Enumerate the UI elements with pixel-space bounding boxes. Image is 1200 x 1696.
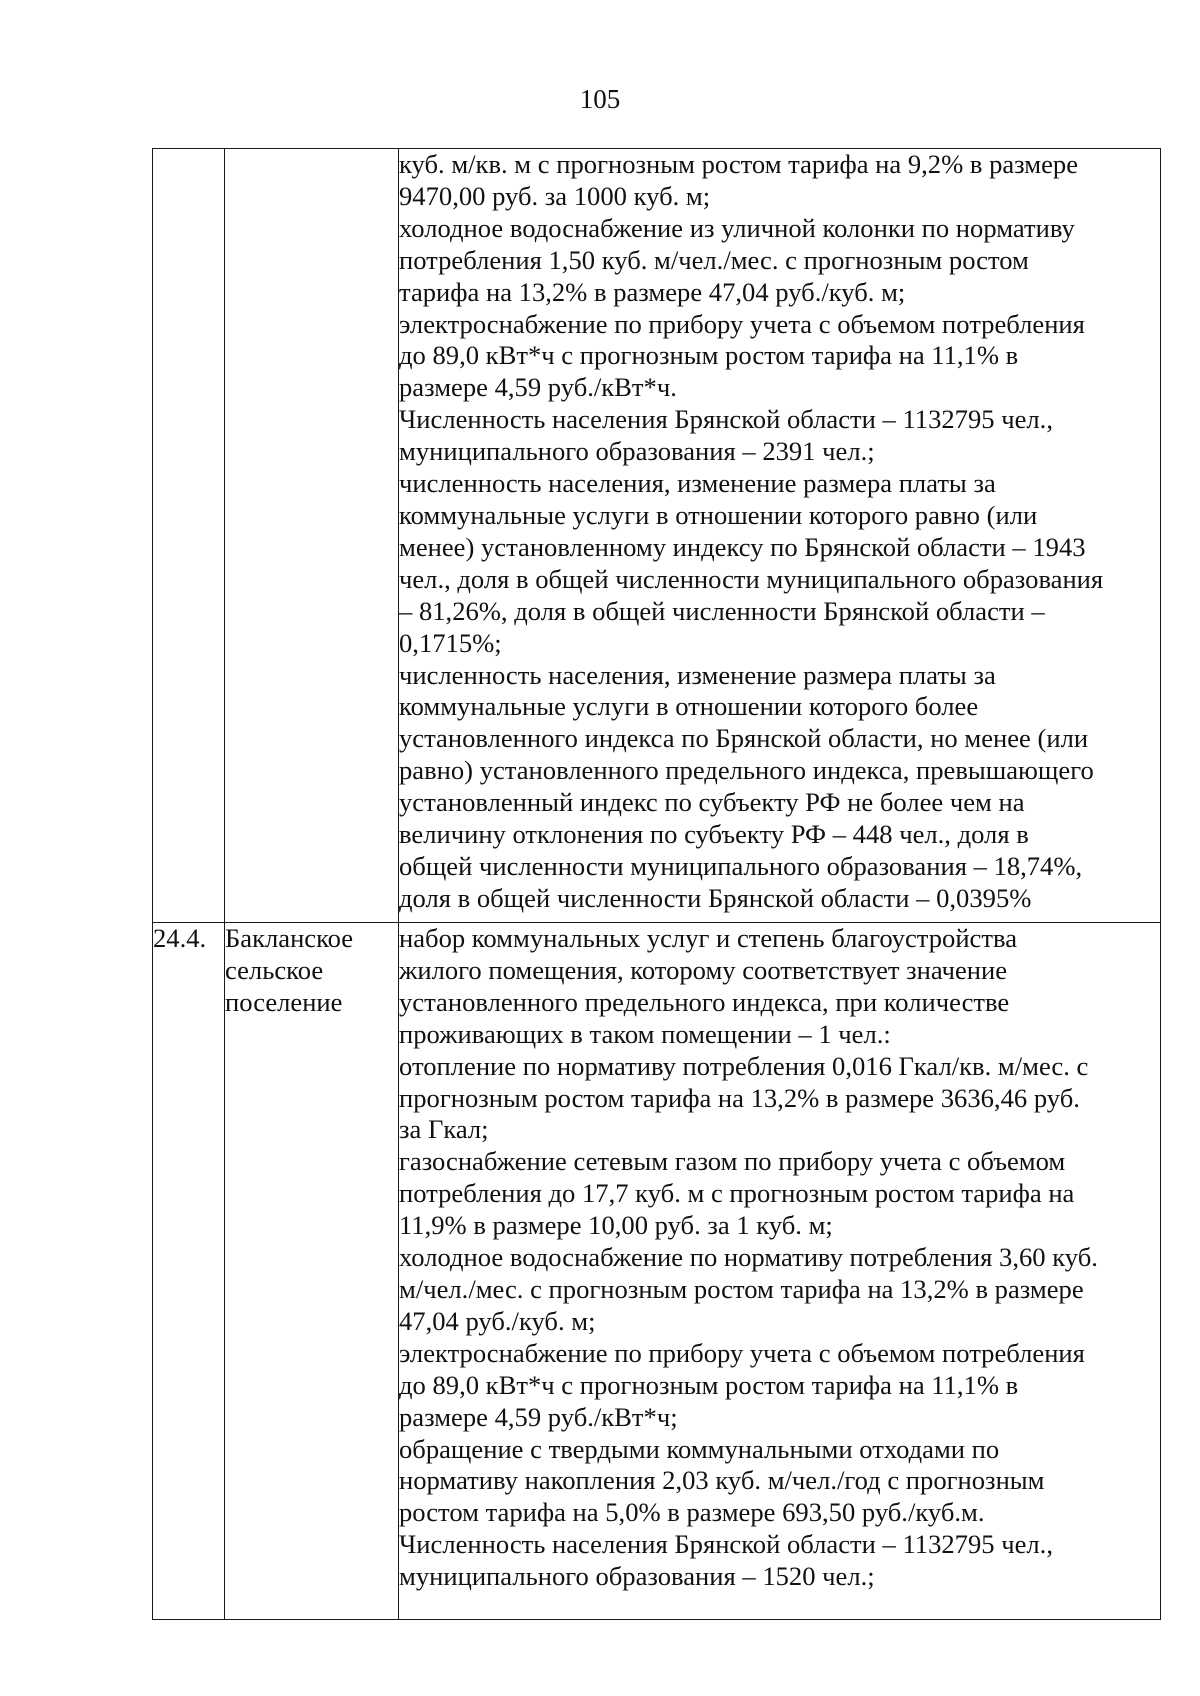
text-line: до 89,0 кВт*ч с прогнозным ростом тарифа на 11,1% в xyxy=(399,1369,1019,1400)
description-cell xyxy=(399,149,1161,923)
text-line: Численность населения Брянской области – 1132795 чел., xyxy=(399,404,1053,435)
text-line: численность населения, изменение размера платы за xyxy=(399,659,996,690)
page-number: 105 xyxy=(579,84,621,114)
text-line: коммунальные услуги в отношении которого равно (или xyxy=(399,499,1038,530)
text-line: прогнозным ростом тарифа на 13,2% в размере 3636,46 руб. xyxy=(399,1082,1080,1113)
text-line: потребления до 17,7 куб. м с прогнозным ростом тарифа на xyxy=(399,1178,1075,1209)
text-line: чел., доля в общей численности муниципального образования xyxy=(399,563,1104,594)
text-line: общей численности муниципального образования – 18,74%, xyxy=(399,850,1083,881)
text-line: коммунальные услуги в отношении которого более xyxy=(399,691,979,722)
text-line: величину отклонения по субъекту РФ – 448 чел., доля в xyxy=(399,819,1029,850)
table-row-continuation xyxy=(153,149,1161,923)
text-line: 9470,00 руб. за 1000 куб. м; xyxy=(399,180,711,211)
text-line: электроснабжение по прибору учета с объемом потребления xyxy=(399,308,1085,339)
text-line: муниципального образования – 1520 чел.; xyxy=(399,1561,875,1592)
text-line: потребления 1,50 куб. м/чел./мес. с прогнозным ростом xyxy=(399,244,1029,275)
text-line: тарифа на 13,2% в размере 47,04 руб./куб. м; xyxy=(399,276,906,307)
description-cell xyxy=(399,923,1161,1620)
text-line: муниципального образования – 2391 чел.; xyxy=(399,436,875,467)
text-line: за Гкал; xyxy=(399,1114,489,1145)
text-line: куб. м/кв. м с прогнозным ростом тарифа на 9,2% в размере xyxy=(399,149,1079,179)
text-line: холодное водоснабжение по нормативу потребления 3,60 куб. xyxy=(399,1242,1098,1273)
settlement-name-line: Бакланское xyxy=(225,923,354,953)
text-line: отопление по нормативу потребления 0,016 Гкал/кв. м/мес. с xyxy=(399,1050,1089,1081)
text-line: проживающих в таком помещении – 1 чел.: xyxy=(399,1018,891,1049)
text-line: до 89,0 кВт*ч с прогнозным ростом тарифа на 11,1% в xyxy=(399,340,1019,371)
text-line: ростом тарифа на 5,0% в размере 693,50 руб./куб.м. xyxy=(399,1497,985,1528)
text-line: размере 4,59 руб./кВт*ч; xyxy=(399,1401,678,1432)
text-line: установленного предельного индекса, при количестве xyxy=(399,986,1010,1017)
row-number-cell: 24.4. xyxy=(153,923,225,1620)
text-line: газоснабжение сетевым газом по прибору учета с объемом xyxy=(399,1146,1066,1177)
table-row-24-4 xyxy=(153,923,1161,1620)
text-line: 11,9% в размере 10,00 руб. за 1 куб. м; xyxy=(399,1210,833,1241)
text-line: обращение с твердыми коммунальными отходами по xyxy=(399,1433,1000,1464)
text-line: доля в общей численности Брянской области – 0,0395% xyxy=(399,882,1032,913)
text-line: размере 4,59 руб./кВт*ч. xyxy=(399,372,677,403)
text-line: холодное водоснабжение из уличной колонки по нормативу xyxy=(399,212,1075,243)
settlements-table xyxy=(152,148,1161,1620)
text-line: численность населения, изменение размера платы за xyxy=(399,468,996,499)
text-line: нормативу накопления 2,03 куб. м/чел./год с прогнозным xyxy=(399,1465,1045,1496)
text-line: менее) установленному индексу по Брянской области – 1943 xyxy=(399,531,1086,562)
text-line: электроснабжение по прибору учета с объемом потребления xyxy=(399,1337,1085,1368)
text-line: Численность населения Брянской области – 1132795 чел., xyxy=(399,1529,1053,1560)
text-line: равно) установленного предельного индекса, превышающего xyxy=(399,755,1094,786)
settlement-name-cell xyxy=(225,923,399,1620)
settlement-name-line: поселение xyxy=(225,986,343,1017)
row-number-cell xyxy=(153,149,225,923)
text-line: установленного индекса по Брянской области, но менее (или xyxy=(399,723,1089,754)
text-line: 0,1715%; xyxy=(399,627,502,658)
text-line: – 81,26%, доля в общей численности Брянской области – xyxy=(399,595,1045,626)
text-line: установленный индекс по субъекту РФ не более чем на xyxy=(399,787,1025,818)
settlement-name-line: сельское xyxy=(225,954,324,985)
settlement-name-cell xyxy=(225,149,399,923)
text-line: м/чел./мес. с прогнозным ростом тарифа на 13,2% в размере xyxy=(399,1273,1084,1304)
text-line: набор коммунальных услуг и степень благоустройства xyxy=(399,923,1017,953)
text-line: 47,04 руб./куб. м; xyxy=(399,1305,596,1336)
text-line: жилого помещения, которому соответствует значение xyxy=(399,954,1008,985)
